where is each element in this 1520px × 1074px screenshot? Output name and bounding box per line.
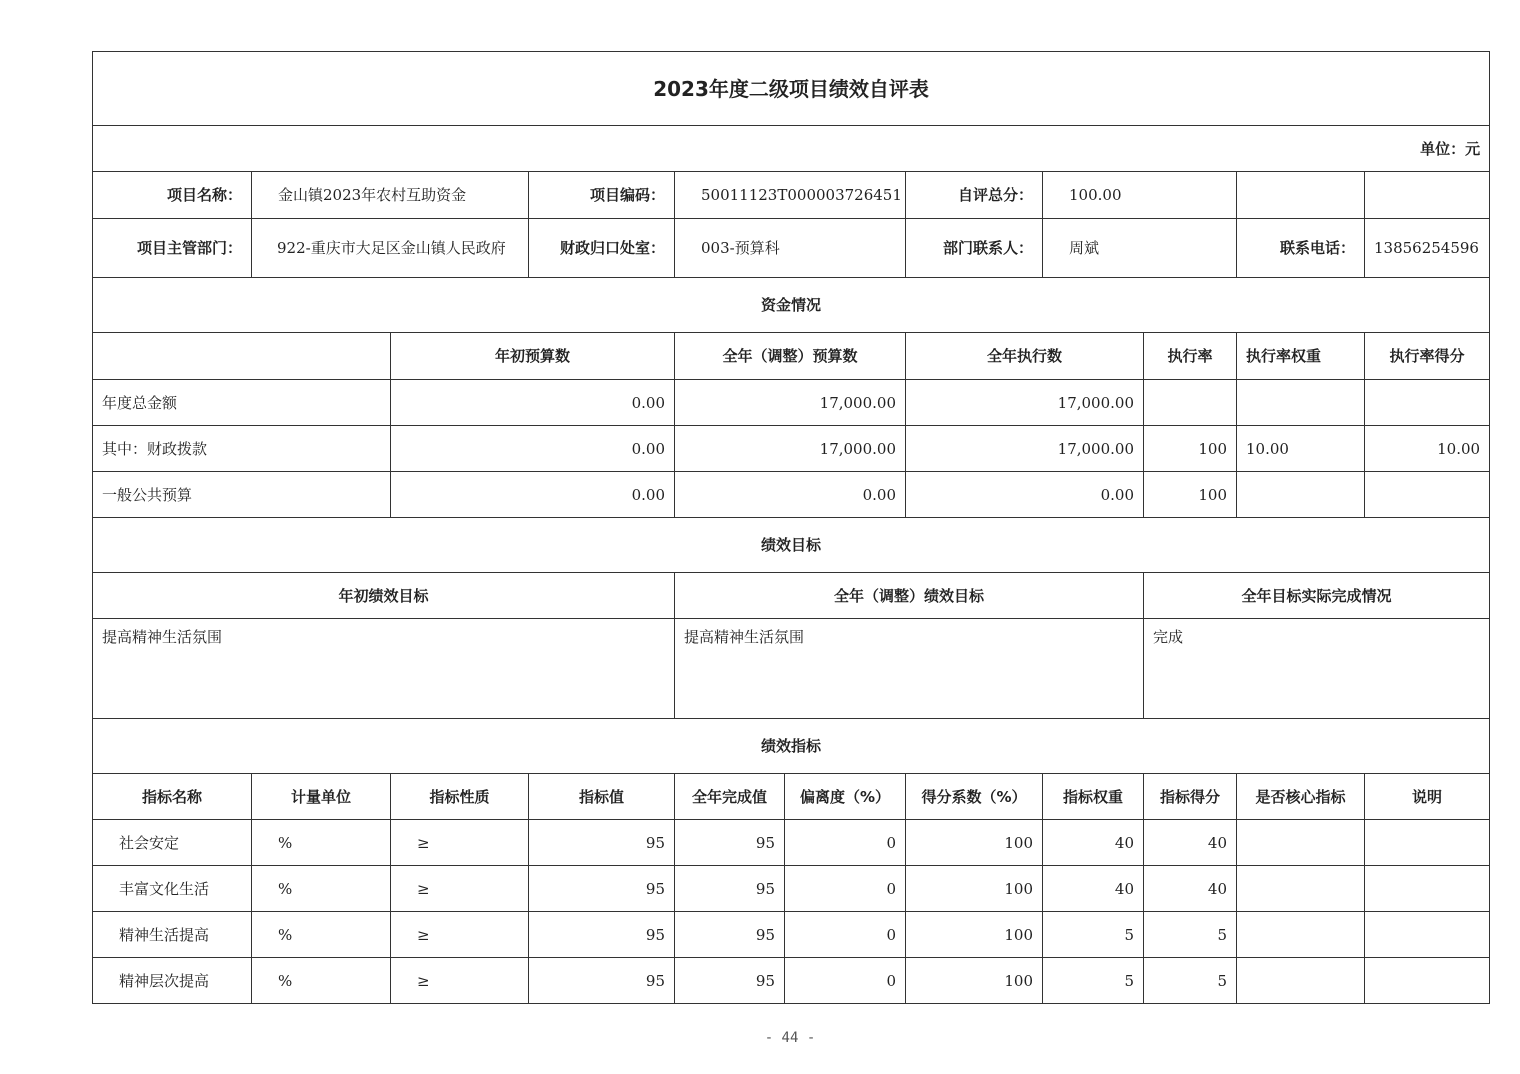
goals-section-title: 绩效目标 — [93, 518, 1490, 573]
self-score: 100.00 — [1043, 172, 1237, 219]
indicator-note — [1365, 820, 1490, 866]
indicator-weight: 40 — [1043, 820, 1144, 866]
funds-executed: 17,000.00 — [906, 426, 1144, 472]
col-adjusted-goal: 全年（调整）绩效目标 — [675, 573, 1144, 619]
funds-row — [93, 380, 1490, 426]
finance-value: 003-预算科 — [675, 219, 906, 278]
self-evaluation-table — [92, 51, 1490, 1004]
form-title: 2023年度二级项目绩效自评表 — [93, 52, 1490, 126]
funds-weight — [1237, 380, 1365, 426]
funds-initial: 0.00 — [391, 426, 675, 472]
indicator-weight: 5 — [1043, 912, 1144, 958]
actual-goal: 完成 — [1144, 619, 1490, 719]
project-code-label: 项目编码： — [529, 172, 675, 219]
contact-value: 周斌 — [1043, 219, 1237, 278]
col-note: 说明 — [1365, 774, 1490, 820]
indicators-section-title: 绩效指标 — [93, 719, 1490, 774]
indicator-coef: 100 — [906, 820, 1043, 866]
indicator-note — [1365, 912, 1490, 958]
indicator-unit: % — [252, 912, 391, 958]
indicator-note — [1365, 958, 1490, 1004]
project-name: 金山镇2023年农村互助资金 — [252, 172, 529, 219]
funds-score: 10.00 — [1365, 426, 1490, 472]
finance-label: 财政归口处室： — [529, 219, 675, 278]
indicator-core — [1237, 912, 1365, 958]
indicator-nature: ≥ — [391, 958, 529, 1004]
indicator-score: 40 — [1144, 820, 1237, 866]
initial-goal: 提高精神生活氛围 — [93, 619, 675, 719]
col-actual: 全年完成值 — [675, 774, 785, 820]
indicator-unit: % — [252, 866, 391, 912]
col-executed: 全年执行数 — [906, 333, 1144, 380]
indicator-core — [1237, 958, 1365, 1004]
indicator-row — [93, 912, 1490, 958]
unit-label: 单位：元 — [93, 126, 1490, 172]
funds-initial: 0.00 — [391, 472, 675, 518]
indicator-actual: 95 — [675, 866, 785, 912]
indicator-core — [1237, 866, 1365, 912]
funds-rate — [1144, 380, 1237, 426]
col-score: 指标得分 — [1144, 774, 1237, 820]
col-rate-weight: 执行率权重 — [1237, 333, 1365, 380]
page-number: - 44 - — [764, 1030, 816, 1046]
funds-row-label: 一般公共预算 — [93, 472, 391, 518]
col-coef: 得分系数（%） — [906, 774, 1043, 820]
indicator-score: 40 — [1144, 866, 1237, 912]
indicator-actual: 95 — [675, 958, 785, 1004]
indicator-nature: ≥ — [391, 912, 529, 958]
indicator-row — [93, 866, 1490, 912]
indicator-deviation: 0 — [785, 820, 906, 866]
indicator-name: 丰富文化生活 — [93, 866, 252, 912]
indicator-weight: 40 — [1043, 866, 1144, 912]
indicator-coef: 100 — [906, 912, 1043, 958]
funds-rate: 100 — [1144, 472, 1237, 518]
funds-row — [93, 472, 1490, 518]
funds-adjusted: 0.00 — [675, 472, 906, 518]
funds-rate: 100 — [1144, 426, 1237, 472]
col-target: 指标值 — [529, 774, 675, 820]
funds-section-title: 资金情况 — [93, 278, 1490, 333]
funds-score — [1365, 472, 1490, 518]
col-adjusted-budget: 全年（调整）预算数 — [675, 333, 906, 380]
col-rate-score: 执行率得分 — [1365, 333, 1490, 380]
empty-cell — [1237, 172, 1365, 219]
indicator-row — [93, 820, 1490, 866]
funds-executed: 17,000.00 — [906, 380, 1144, 426]
funds-adjusted: 17,000.00 — [675, 380, 906, 426]
col-deviation: 偏离度（%） — [785, 774, 906, 820]
funds-row — [93, 426, 1490, 472]
indicator-unit: % — [252, 820, 391, 866]
contact-label: 部门联系人： — [906, 219, 1043, 278]
indicator-unit: % — [252, 958, 391, 1004]
indicator-coef: 100 — [906, 866, 1043, 912]
self-score-label: 自评总分： — [906, 172, 1043, 219]
col-weight: 指标权重 — [1043, 774, 1144, 820]
indicator-target: 95 — [529, 866, 675, 912]
project-code: 50011123T000003726451 — [675, 172, 906, 219]
col-nature: 指标性质 — [391, 774, 529, 820]
dept-value: 922-重庆市大足区金山镇人民政府 — [252, 219, 529, 278]
funds-initial: 0.00 — [391, 380, 675, 426]
funds-row-label: 年度总金额 — [93, 380, 391, 426]
indicator-deviation: 0 — [785, 866, 906, 912]
col-core: 是否核心指标 — [1237, 774, 1365, 820]
funds-adjusted: 17,000.00 — [675, 426, 906, 472]
indicator-score: 5 — [1144, 912, 1237, 958]
indicator-deviation: 0 — [785, 912, 906, 958]
indicator-name: 社会安定 — [93, 820, 252, 866]
indicator-target: 95 — [529, 958, 675, 1004]
col-exec-rate: 执行率 — [1144, 333, 1237, 380]
indicator-core — [1237, 820, 1365, 866]
indicator-row — [93, 958, 1490, 1004]
indicator-target: 95 — [529, 912, 675, 958]
funds-score — [1365, 380, 1490, 426]
col-indicator-name: 指标名称 — [93, 774, 252, 820]
indicator-actual: 95 — [675, 820, 785, 866]
indicator-nature: ≥ — [391, 866, 529, 912]
empty-cell — [1365, 172, 1490, 219]
indicator-note — [1365, 866, 1490, 912]
col-initial-budget: 年初预算数 — [391, 333, 675, 380]
col-initial-goal: 年初绩效目标 — [93, 573, 675, 619]
funds-executed: 0.00 — [906, 472, 1144, 518]
adjusted-goal: 提高精神生活氛围 — [675, 619, 1144, 719]
col-actual-goal: 全年目标实际完成情况 — [1144, 573, 1490, 619]
phone-label: 联系电话： — [1237, 219, 1365, 278]
project-name-label: 项目名称： — [93, 172, 252, 219]
indicator-weight: 5 — [1043, 958, 1144, 1004]
indicator-coef: 100 — [906, 958, 1043, 1004]
indicator-actual: 95 — [675, 912, 785, 958]
funds-row-label: 其中：财政拨款 — [93, 426, 391, 472]
indicator-deviation: 0 — [785, 958, 906, 1004]
dept-label: 项目主管部门： — [93, 219, 252, 278]
indicator-score: 5 — [1144, 958, 1237, 1004]
empty-cell — [93, 333, 391, 380]
indicator-nature: ≥ — [391, 820, 529, 866]
phone-value: 13856254596 — [1365, 219, 1490, 278]
indicators-header-row — [93, 774, 1490, 820]
indicator-target: 95 — [529, 820, 675, 866]
funds-weight: 10.00 — [1237, 426, 1365, 472]
indicator-name: 精神层次提高 — [93, 958, 252, 1004]
funds-weight — [1237, 472, 1365, 518]
indicator-name: 精神生活提高 — [93, 912, 252, 958]
col-unit: 计量单位 — [252, 774, 391, 820]
